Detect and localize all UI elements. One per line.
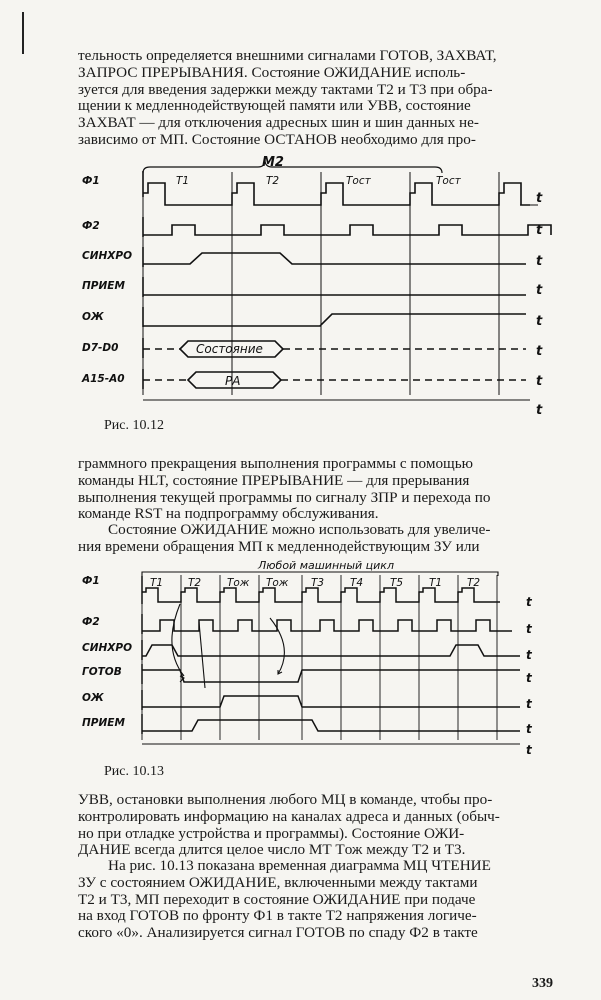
tick-label: T4 bbox=[350, 577, 364, 589]
tick-label: T1 bbox=[150, 577, 164, 589]
signal-label: ГОТОВ bbox=[82, 666, 122, 678]
tick-label: T1 bbox=[176, 175, 190, 187]
time-axis-label: t bbox=[536, 344, 543, 359]
page-number: 339 bbox=[532, 976, 553, 991]
figure-2-grid bbox=[142, 575, 497, 740]
signal-label: ПРИЕМ bbox=[82, 717, 125, 729]
figure-2-trace-f2 bbox=[142, 614, 512, 634]
text-line: УВВ, остановки выполнения любого МЦ в команде, чтобы про- bbox=[78, 791, 493, 808]
text-line: ния времени обращения МП к медленнодействующим ЗУ или bbox=[78, 537, 480, 555]
figure-1-tick-labels bbox=[176, 175, 462, 187]
tick-label: T3 bbox=[311, 577, 325, 589]
paragraph-3 bbox=[78, 522, 562, 556]
text-line: ЗАПРОС ПРЕРЫВАНИЯ. Состояние ОЖИДАНИЕ исполь- bbox=[78, 63, 466, 81]
signal-label: ОЖ bbox=[82, 311, 104, 323]
text-line: граммного прекращения выполнения программы с помощью bbox=[78, 455, 474, 472]
text-line: щении к медленнодействующей памяти или УВВ, состояние bbox=[78, 97, 471, 115]
figure-1-trace-wait bbox=[143, 307, 526, 327]
timing-diagram-10-13 bbox=[80, 558, 560, 758]
tick-label: T2 bbox=[467, 577, 481, 589]
signal-label: Ф2 bbox=[82, 220, 100, 232]
figure-1-trace-sync bbox=[143, 247, 526, 267]
tick-label: T2 bbox=[188, 577, 202, 589]
signal-label: Ф2 bbox=[82, 616, 100, 628]
signal-label: СИНХРО bbox=[82, 250, 132, 262]
time-axis-label: t bbox=[536, 374, 543, 389]
figure-1-trace-f2 bbox=[143, 217, 551, 237]
figure-1-time-axis-labels bbox=[536, 191, 543, 417]
figure-2-cycle-brace bbox=[142, 572, 498, 576]
paragraph-4 bbox=[78, 792, 562, 859]
figure-1-cycle-brace bbox=[143, 160, 442, 173]
text-line: T2 и T3, МП переходит в состояние ОЖИДАНИЕ при подаче bbox=[78, 890, 476, 908]
text-line: ского «0». Анализируется сигнал ГОТОВ по спаду Ф2 в такте bbox=[78, 924, 478, 942]
text-line: контролировать информацию на каналах адреса и данных (обыч- bbox=[78, 807, 500, 825]
paragraph-2 bbox=[78, 456, 562, 523]
paragraph-5 bbox=[78, 858, 562, 942]
time-axis-label: t bbox=[526, 722, 532, 736]
signal-label: A15-A0 bbox=[82, 373, 125, 385]
signal-label: СИНХРО bbox=[82, 642, 132, 654]
tick-label: Tож bbox=[266, 577, 289, 589]
figure-2-trace-sync bbox=[142, 640, 520, 660]
text-line: ЗУ с состоянием ОЖИДАНИЕ, включенными между тактами bbox=[78, 873, 478, 891]
time-axis-label: t bbox=[536, 254, 543, 269]
paragraph-1 bbox=[78, 48, 562, 149]
signal-label: ОЖ bbox=[82, 692, 104, 704]
signal-label: Ф1 bbox=[82, 175, 100, 187]
text-line: команды HLT, состояние ПРЕРЫВАНИЕ — для прерывания bbox=[78, 471, 470, 489]
tick-label: T2 bbox=[266, 175, 280, 187]
time-axis-label: t bbox=[536, 191, 543, 206]
text-line: ДАНИЕ всегда длится целое число МТ Tож между T2 и T3. bbox=[78, 841, 466, 859]
time-axis-label: t bbox=[536, 403, 543, 417]
figure-1-caption: Рис. 10.12 bbox=[104, 418, 164, 433]
tick-label: Tост bbox=[436, 175, 461, 187]
tick-label: Tост bbox=[346, 175, 371, 187]
figure-2-cycle-label: Любой машинный цикл bbox=[258, 559, 394, 572]
figure-2-causal-arrows bbox=[172, 604, 285, 688]
text-line: но при отладке устройства и программы). Состояние ОЖИ- bbox=[78, 824, 465, 842]
figure-1-cycle-label: М2 bbox=[262, 155, 284, 170]
time-axis-label: t bbox=[536, 283, 543, 298]
time-axis-label: t bbox=[526, 697, 532, 711]
time-axis-label: t bbox=[536, 314, 543, 329]
text-line: тельность определяется внешними сигналами ГОТОВ, ЗАХВАТ, bbox=[78, 47, 497, 64]
figure-1-trace-receive bbox=[143, 277, 526, 297]
text-line: ЗАХВАТ — для отключения адресных шин и шин данных не- bbox=[78, 114, 479, 132]
time-axis-label: t bbox=[526, 595, 532, 609]
text-line: зуется для введения задержки между тактами T2 и T3 при обра- bbox=[78, 80, 493, 98]
tick-label: T1 bbox=[429, 577, 443, 589]
figure-2-tick-labels bbox=[150, 577, 480, 589]
time-axis-label: t bbox=[526, 743, 532, 757]
time-axis-label: t bbox=[526, 648, 532, 662]
figure-2-time-axis-labels bbox=[526, 595, 533, 757]
time-axis-label: t bbox=[526, 671, 532, 685]
text-line: Состояние ОЖИДАНИЕ можно использовать для увеличе- bbox=[108, 521, 491, 538]
text-line: команде RST на подпрограмму обслуживания. bbox=[78, 505, 379, 523]
figure-1-bus-data-label: Состояние bbox=[196, 342, 263, 356]
figure-2-signal-labels bbox=[82, 575, 132, 729]
text-line: на вход ГОТОВ по фронту Ф1 в такте T2 напряжения логиче- bbox=[78, 907, 477, 925]
figure-1-signal-labels bbox=[81, 175, 132, 385]
figure-1-trace-address-bus bbox=[143, 369, 526, 389]
figure-2-trace-receive bbox=[142, 714, 520, 734]
signal-label: Ф1 bbox=[82, 575, 100, 587]
text-line: зависимо от МП. Состояние ОСТАНОВ необходимо для про- bbox=[78, 130, 476, 148]
tick-label: Tож bbox=[227, 577, 250, 589]
figure-2-trace-wait bbox=[142, 690, 520, 710]
tick-label: T5 bbox=[390, 577, 404, 589]
signal-label: ПРИЕМ bbox=[82, 280, 125, 292]
figure-1-trace-f1 bbox=[143, 171, 538, 205]
text-line: На рис. 10.13 показана временная диаграмма МЦ ЧТЕНИЕ bbox=[108, 857, 491, 874]
signal-label: D7-D0 bbox=[82, 342, 119, 354]
timing-diagram-10-12 bbox=[80, 155, 560, 417]
margin-mark bbox=[22, 12, 24, 54]
figure-2-trace-ready bbox=[142, 664, 520, 684]
text-line: выполнения текущей программы по сигналу ЗПР и перехода по bbox=[78, 488, 491, 506]
figure-1-bus-address-label: РА bbox=[225, 374, 241, 388]
time-axis-label: t bbox=[536, 223, 543, 238]
figure-2-caption: Рис. 10.13 bbox=[104, 764, 164, 779]
time-axis-label: t bbox=[526, 622, 532, 636]
